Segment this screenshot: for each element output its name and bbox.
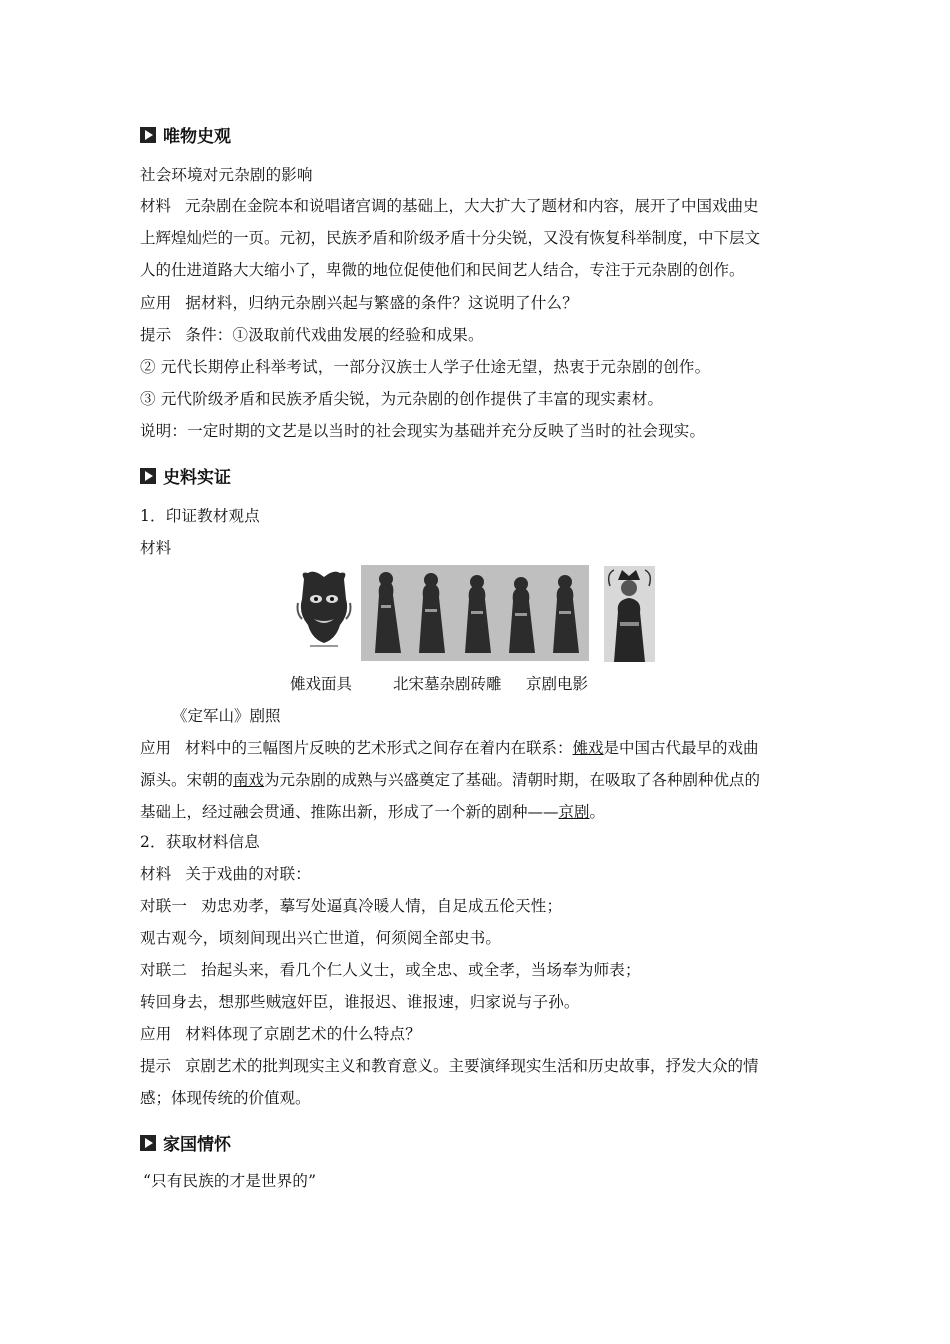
apply-text-part: 为元杂剧的成熟与兴盛奠定了基础。清朝时期，在吸取了各种剧种优点的 <box>264 771 761 789</box>
material-label: 材料 <box>140 197 172 215</box>
hint-2-text-2: 感；体现传统的价值观。 <box>140 1089 311 1107</box>
topic-line: 社会环境对元杂剧的影响 <box>140 166 313 184</box>
hint-label: 提示 <box>140 1057 172 1075</box>
section-title: 家国情怀 <box>163 1135 231 1155</box>
section-title: 史料实证 <box>163 468 231 488</box>
hint-2-paragraph <box>140 1050 812 1114</box>
hint-item-3: ③ 元代阶级矛盾和民族矛盾尖锐，为元杂剧的创作提供了丰富的现实素材。 <box>140 390 664 408</box>
couplet-2-text-b: 转回身去，想那些贼寇奸臣，谁报迟、谁报速，归家说与子孙。 <box>140 993 580 1011</box>
play-triangle-icon <box>140 1135 156 1151</box>
underlined-term-jingju: 京剧 <box>558 803 590 821</box>
underlined-term-nanxi: 南戏 <box>233 771 265 789</box>
apply-text-part: 。 <box>589 803 606 821</box>
couplet-1-text-a: 劝忠劝孝，摹写处逼真冷暖人情，自足成五伦天性； <box>201 897 563 915</box>
apply-line <box>140 293 812 313</box>
apply-label: 应用 <box>140 1025 172 1043</box>
apply-label: 应用 <box>140 739 172 757</box>
couplet-1-text-b: 观古观今，顷刻间现出兴亡世道，何须阅全部史书。 <box>140 929 502 947</box>
item-2-heading: 2．获取材料信息 <box>140 833 260 851</box>
material-paragraph <box>140 190 812 286</box>
conclusion-line: 说明：一定时期的文艺是以当时的社会现实为基础并充分反映了当时的社会现实。 <box>140 422 706 440</box>
apply-text-part: 源头。宋朝的 <box>140 771 234 789</box>
apply-2-line <box>140 1024 812 1044</box>
material-2-text: 关于戏曲的对联： <box>185 865 312 883</box>
material-text-1: 元杂剧在金院本和说唱诸宫调的基础上，大大扩大了题材和内容，展开了中国戏曲史 <box>185 197 759 215</box>
caption-brick-carving: 北宋墓杂剧砖雕 <box>393 675 502 693</box>
apply-text-part: 是中国古代最早的戏曲 <box>603 739 759 757</box>
caption-dingjunshan: 《定军山》剧照 <box>172 707 281 725</box>
material-2-line <box>140 864 812 884</box>
item-1-heading: 1．印证教材观点 <box>140 507 260 525</box>
peking-opera-film-still-image <box>604 566 655 662</box>
apply-label: 应用 <box>140 294 172 312</box>
caption-nuo-mask: 傩戏面具 <box>290 675 353 693</box>
apply-text-part: 材料中的三幅图片反映的艺术形式之间存在着内在联系： <box>185 739 573 757</box>
section-title: 唯物史观 <box>163 127 231 147</box>
hint-label: 提示 <box>140 326 172 344</box>
couplet-2-text-a: 抬起头来，看几个仁人义士，或全忠、或全孝，当场奉为师表； <box>201 961 641 979</box>
material-text-3: 人的仕进道路大大缩小了，卑微的地位促使他们和民间艺人结合，专注于元杂剧的创作。 <box>140 261 745 279</box>
couplet-2-line-a <box>140 960 812 980</box>
hint-line <box>140 325 812 345</box>
hint-item-2: ② 元代长期停止科举考试，一部分汉族士人学子仕途无望，热衷于元杂剧的创作。 <box>140 358 711 376</box>
apply-2-text: 材料体现了京剧艺术的什么特点？ <box>185 1025 421 1043</box>
underlined-term-nuoxi: 傩戏 <box>572 739 604 757</box>
hint-2-text-1: 京剧艺术的批判现实主义和教育意义。主要演绎现实生活和历史故事，抒发大众的情 <box>185 1057 759 1075</box>
caption-opera-film: 京剧电影 <box>526 675 589 693</box>
material-label: 材料 <box>140 865 172 883</box>
nuo-mask-image <box>296 569 352 651</box>
quote-line: “只有民族的才是世界的” <box>143 1172 317 1190</box>
apply-text-part: 基础上，经过融会贯通、推陈出新，形成了一个新的剧种—— <box>140 803 559 821</box>
apply-text: 据材料，归纳元杂剧兴起与繁盛的条件？这说明了什么？ <box>185 294 578 312</box>
section-heading-patriotism <box>140 1130 231 1155</box>
material-text-2: 上辉煌灿烂的一页。元初，民族矛盾和阶级矛盾十分尖锐，又没有恢复科举制度，中下层文 <box>140 229 761 247</box>
section-heading-evidence <box>140 463 231 488</box>
play-triangle-icon <box>140 127 156 143</box>
material-label-2: 材料 <box>140 539 172 557</box>
couplet-1-label: 对联一 <box>140 897 188 915</box>
song-tomb-brick-carving-image <box>361 565 589 661</box>
play-triangle-icon <box>140 468 156 484</box>
couplet-2-label: 对联二 <box>140 961 188 979</box>
hint-text: 条件：①汲取前代戏曲发展的经验和成果。 <box>185 326 484 344</box>
section-heading-materialism <box>140 122 231 147</box>
apply-paragraph-2 <box>140 732 812 828</box>
couplet-1-line-a <box>140 896 812 916</box>
